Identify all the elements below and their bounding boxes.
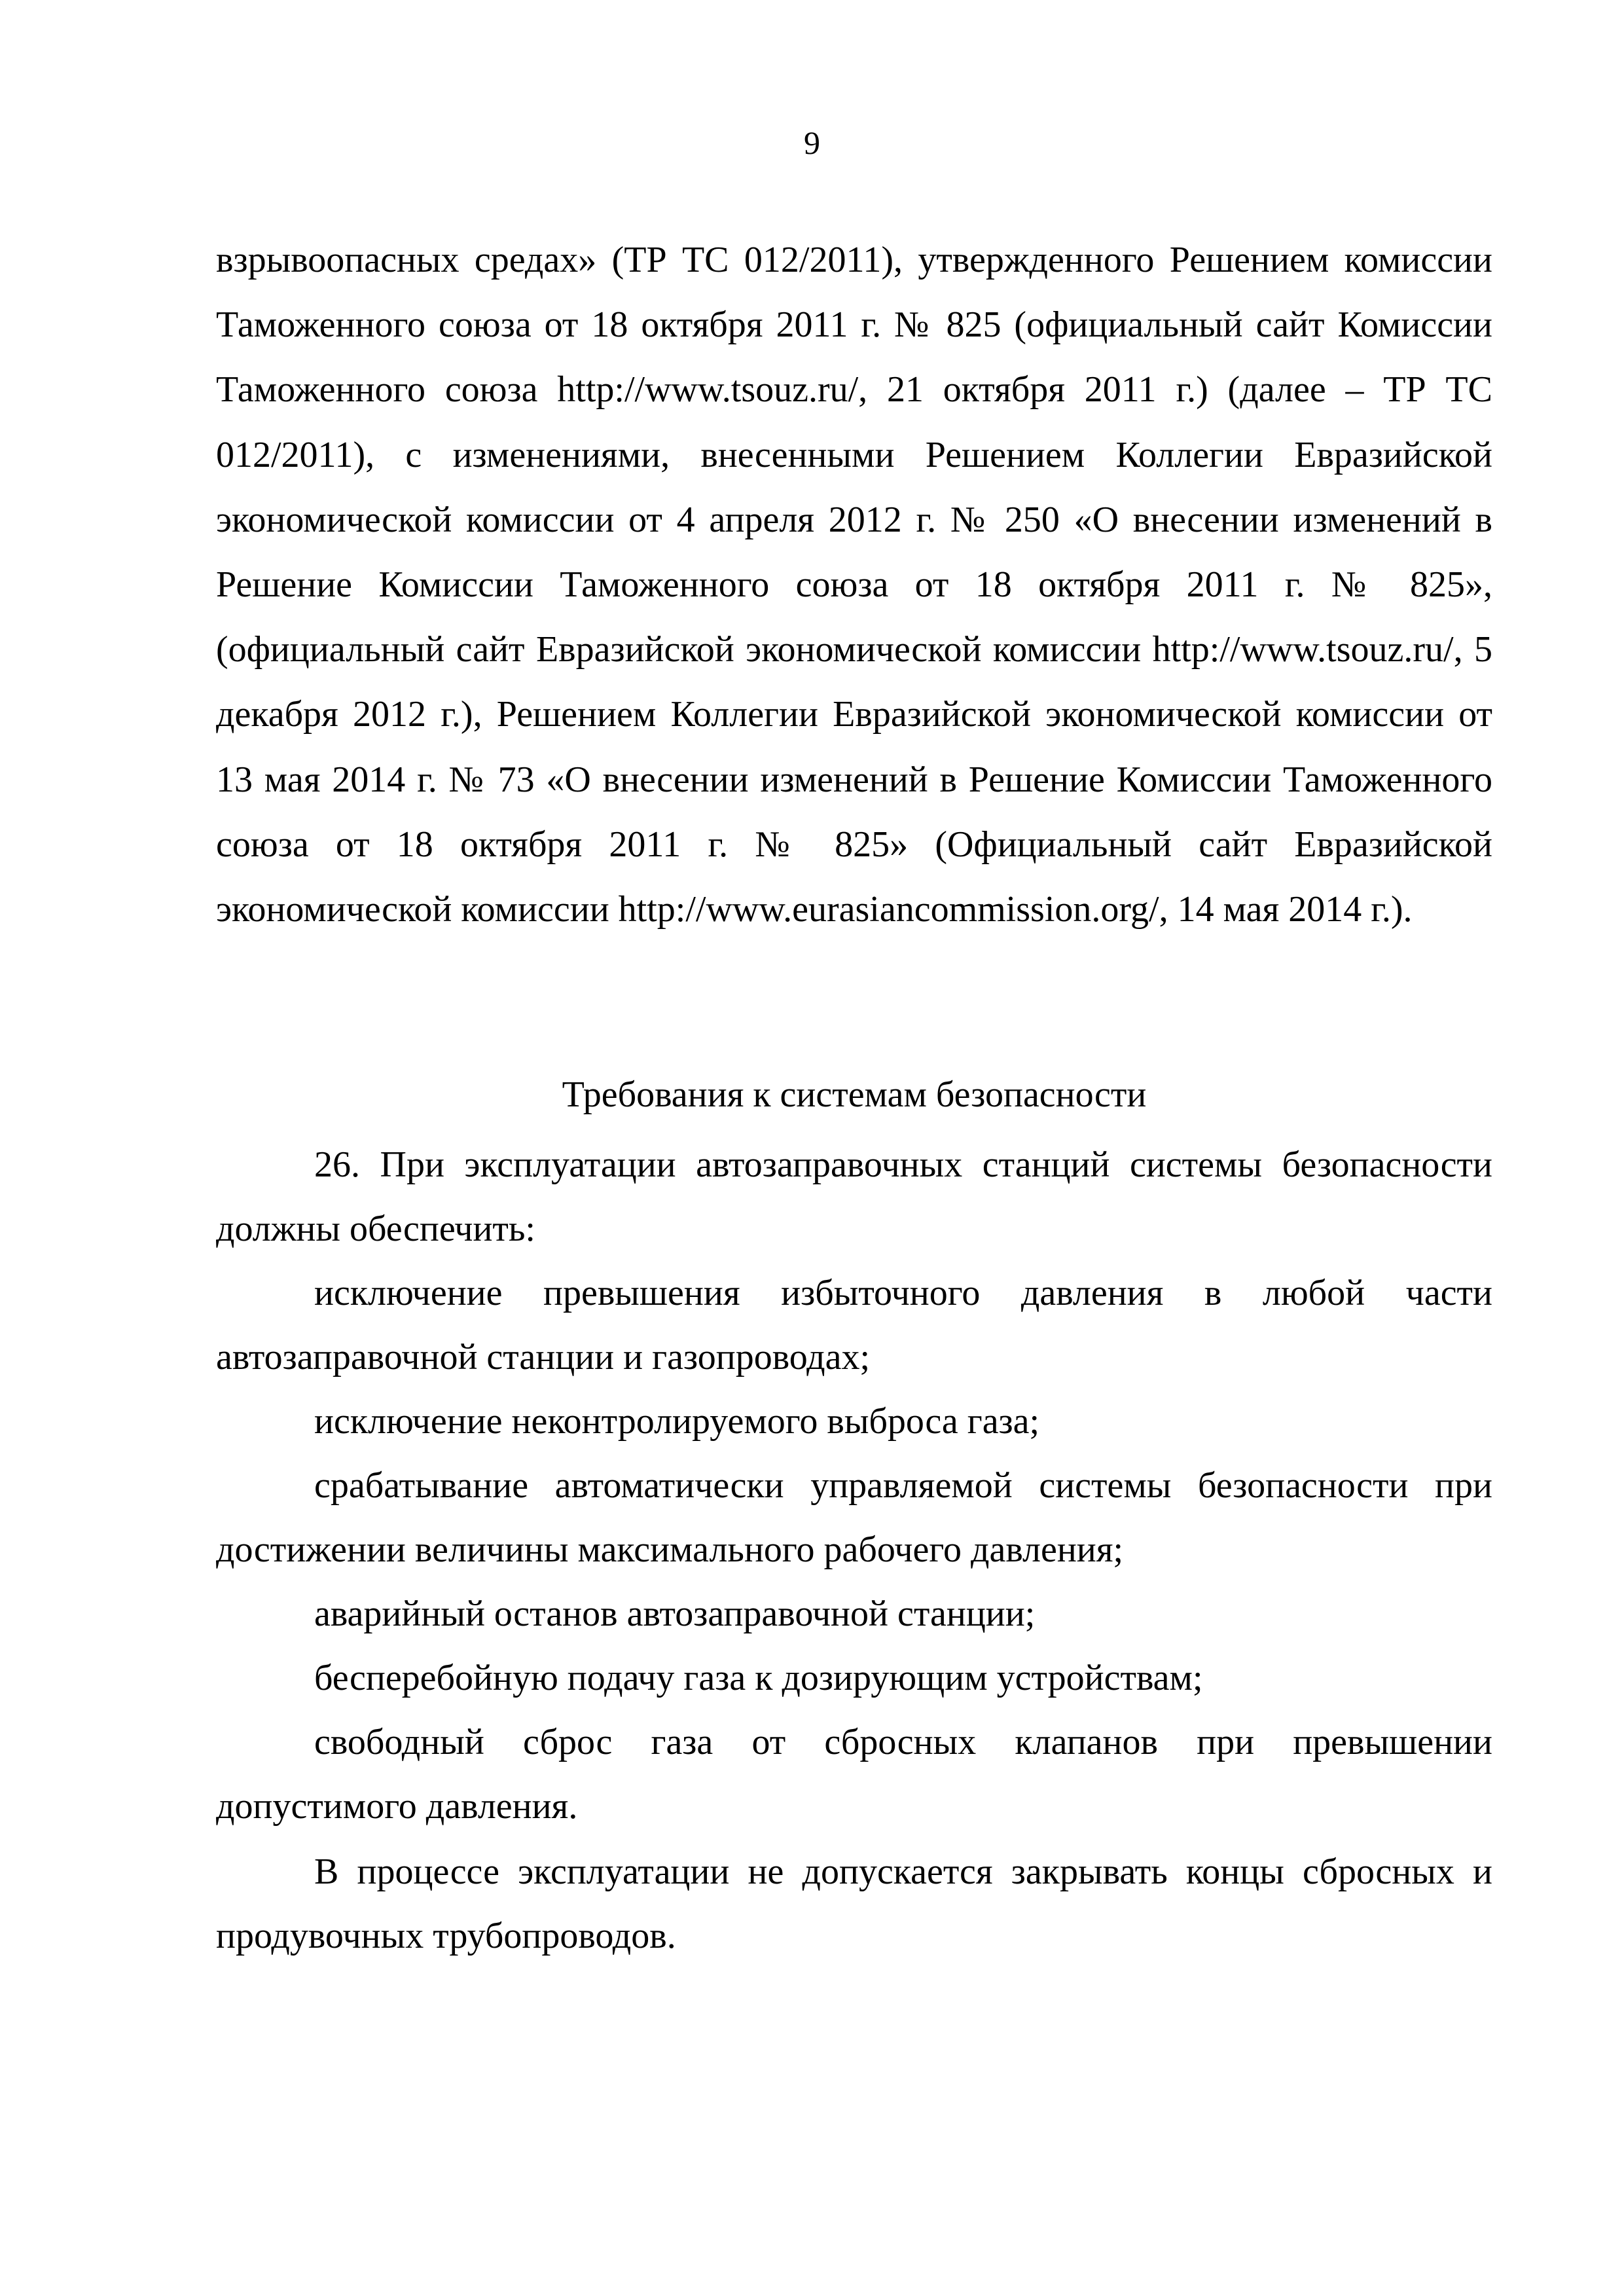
list-item: исключение превышения избыточного давления в любой части автозаправочной станции и газопроводах; — [216, 1273, 1492, 1377]
page-number: 9 — [804, 124, 820, 161]
paragraph-26: 26. При эксплуатации автозаправочных станций системы безопасности должны обеспечить: — [216, 1144, 1492, 1249]
section-heading: Требования к системам безопасности — [562, 1074, 1147, 1115]
intro-block — [216, 228, 1492, 942]
list-item: исключение неконтролируемого выброса газа; — [314, 1401, 1040, 1442]
list-item: бесперебойную подачу газа к дозирующим устройствам; — [314, 1658, 1203, 1698]
list-item: срабатывание автоматически управляемой системы безопасности при достижении величины максимального рабочего давления; — [216, 1465, 1492, 1570]
intro-paragraph: взрывоопасных средах» (ТР ТС 012/2011), утвержденного Решением комиссии Таможенного союза от 18 октября 2011 г. № 825 (официальный сайт Комиссии Таможенного союза http://www.tsouz.ru/, 21 октября 2011 г.) (далее – ТР ТС 012/2011), с изменениями, внесенными Решением Коллегии Евразийской экономической комиссии от 4 апреля 2012 г. № 250 «О внесении изменений в Решение Комиссии Таможенного союза от 18 октября 2011 г. № 825», (официальный сайт Евразийской экономической комиссии http://www.tsouz.ru/, 5 декабря 2012 г.), Решением Коллегии Евразийской экономической комиссии от 13 мая 2014 г. № 73 «О внесении изменений в Решение Комиссии Таможенного союза от 18 октября 2011 г. № 825» (Официальный сайт Евразийской экономической комиссии http://www.eurasiancommission.org/, 14 мая 2014 г.). — [216, 240, 1492, 930]
list-item: свободный сброс газа от сбросных клапанов при превышении допустимого давления. — [216, 1722, 1492, 1827]
safety-systems-section — [216, 1062, 1492, 1968]
list-item: аварийный останов автозаправочной станции; — [314, 1594, 1036, 1634]
closing-paragraph: В процессе эксплуатации не допускается закрывать концы сбросных и продувочных трубопроводов. — [216, 1851, 1492, 1956]
